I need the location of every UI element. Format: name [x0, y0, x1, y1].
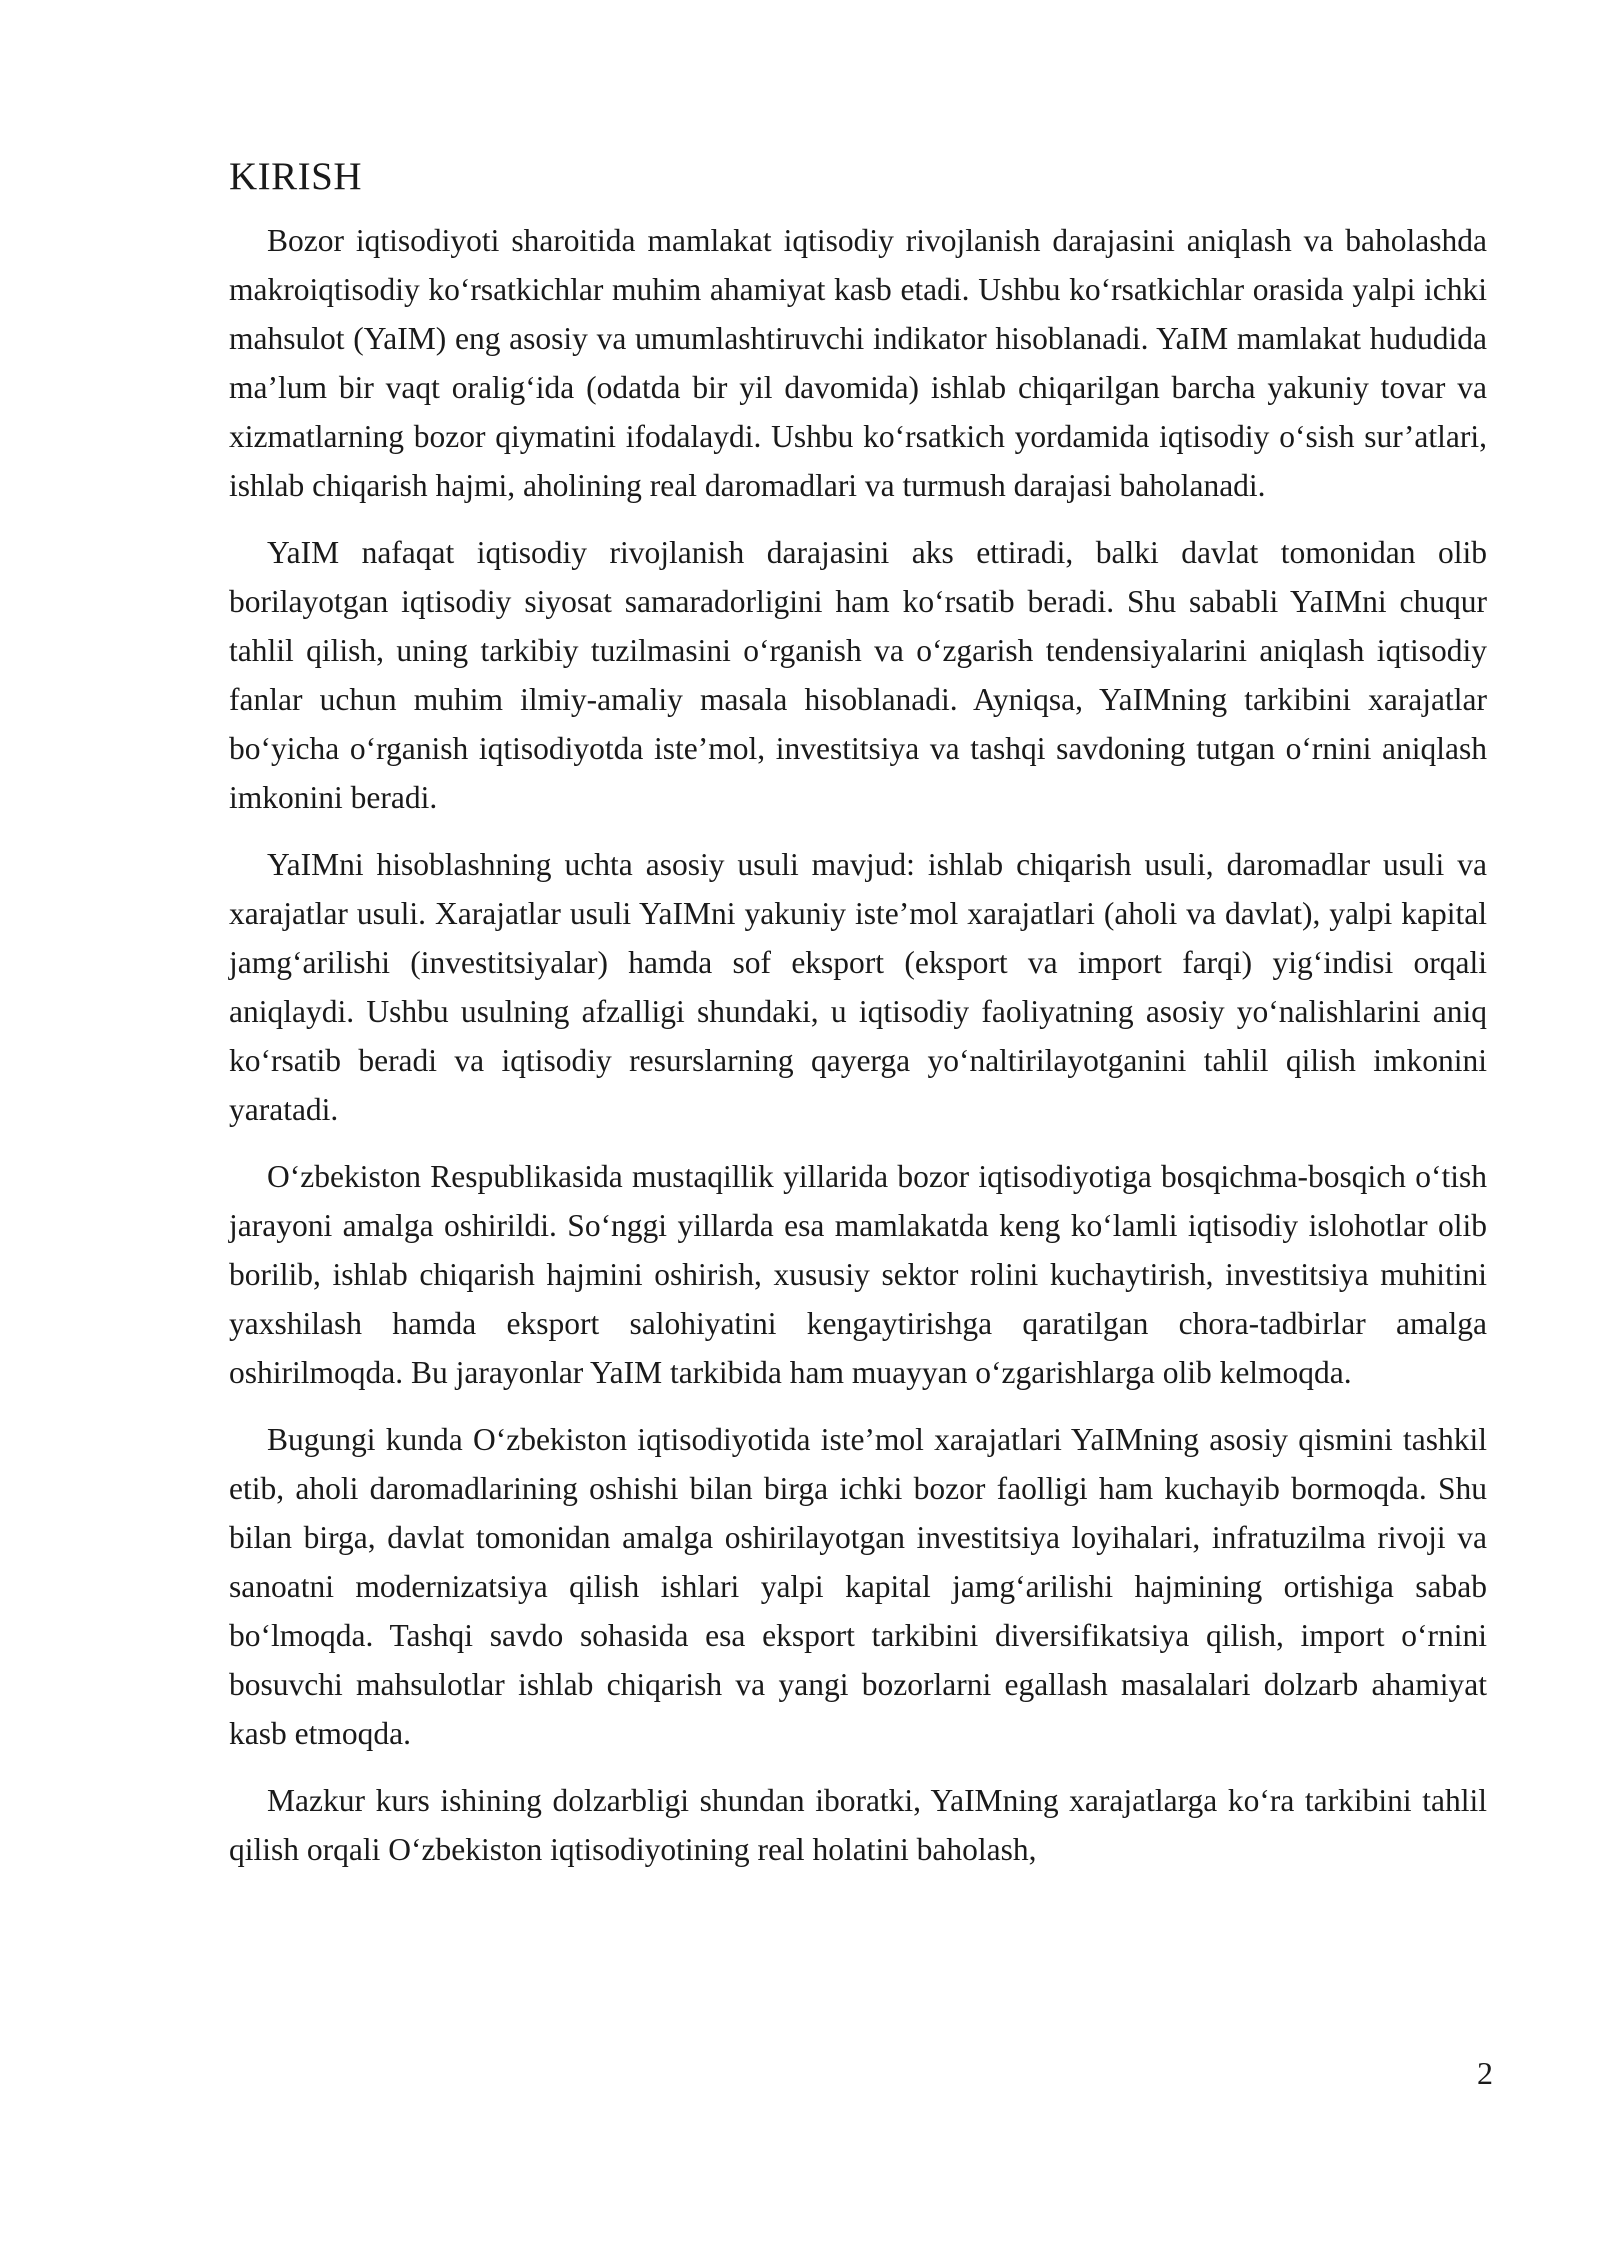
- body-text: [229, 216, 1487, 1892]
- page-number: 2: [1477, 2055, 1493, 2091]
- paragraph-3: YaIMni hisoblashning uchta asosiy usuli mavjud: ishlab chiqarish usuli, daromadlar usuli va xarajatlar usuli. Xarajatlar usuli YaIMni yakuniy iste’mol xarajatlari (aholi va davlat), yalpi kapital jamg‘arilishi (investitsiyalar) hamda sof eksport (eksport va import farqi) yig‘indisi orqali aniqlaydi. Ushbu usulning afzalligi shundaki, u iqtisodiy faoliyatning asosiy yo‘nalishlarini aniq ko‘rsatib beradi va iqtisodiy resurslarning qayerga yo‘naltirilayotganini tahlil qilish imkonini yaratadi.: [229, 847, 1487, 1127]
- paragraph-5: Bugungi kunda O‘zbekiston iqtisodiyotida iste’mol xarajatlari YaIMning asosiy qismini tashkil etib, aholi daromadlarining oshishi bilan birga ichki bozor faolligi ham kuchayib bormoqda. Shu bilan birga, davlat tomonidan amalga oshirilayotgan investitsiya loyihalari, infratuzilma rivoji va sanoatni modernizatsiya qilish ishlari yalpi kapital jamg‘arilishi hajmining ortishiga sabab bo‘lmoqda. Tashqi savdo sohasida esa eksport tarkibini diversifikatsiya qilish, import o‘rnini bosuvchi mahsulotlar ishlab chiqarish va yangi bozorlarni egallash masalalari dolzarb ahamiyat kasb etmoqda.: [229, 1422, 1487, 1751]
- paragraph-4: O‘zbekiston Respublikasida mustaqillik yillarida bozor iqtisodiyotiga bosqichma-bosqich o‘tish jarayoni amalga oshirildi. So‘nggi yillarda esa mamlakatda keng ko‘lamli iqtisodiy islohotlar olib borilib, ishlab chiqarish hajmini oshirish, xususiy sektor rolini kuchaytirish, investitsiya muhitini yaxshilash hamda eksport salohiyatini kengaytirishga qaratilgan chora-tadbirlar amalga oshirilmoqda. Bu jarayonlar YaIM tarkibida ham muayyan o‘zgarishlarga olib kelmoqda.: [229, 1159, 1487, 1390]
- paragraph-6: Mazkur kurs ishining dolzarbligi shundan iboratki, YaIMning xarajatlarga ko‘ra tarkibini tahlil qilish orqali O‘zbekiston iqtisodiyotining real holatini baholash,: [229, 1783, 1487, 1867]
- paragraph-1: Bozor iqtisodiyoti sharoitida mamlakat iqtisodiy rivojlanish darajasini aniqlash va baholashda makroiqtisodiy ko‘rsatkichlar muhim ahamiyat kasb etadi. Ushbu ko‘rsatkichlar orasida yalpi ichki mahsulot (YaIM) eng asosiy va umumlashtiruvchi indikator hisoblanadi. YaIM mamlakat hududida ma’lum bir vaqt oralig‘ida (odatda bir yil davomida) ishlab chiqarilgan barcha yakuniy tovar va xizmatlarning bozor qiymatini ifodalaydi. Ushbu ko‘rsatkich yordamida iqtisodiy o‘sish sur’atlari, ishlab chiqarish hajmi, aholining real daromadlari va turmush darajasi baholanadi.: [229, 223, 1487, 503]
- paragraph-2: YaIM nafaqat iqtisodiy rivojlanish darajasini aks ettiradi, balki davlat tomonidan olib borilayotgan iqtisodiy siyosat samaradorligini ham ko‘rsatib beradi. Shu sababli YaIMni chuqur tahlil qilish, uning tarkibiy tuzilmasini o‘rganish va o‘zgarish tendensiyalarini aniqlash iqtisodiy fanlar uchun muhim ilmiy-amaliy masala hisoblanadi. Ayniqsa, YaIMning tarkibini xarajatlar bo‘yicha o‘rganish iqtisodiyotda iste’mol, investitsiya va tashqi savdoning tutgan o‘rnini aniqlash imkonini beradi.: [229, 535, 1487, 815]
- section-heading: KIRISH: [229, 155, 363, 198]
